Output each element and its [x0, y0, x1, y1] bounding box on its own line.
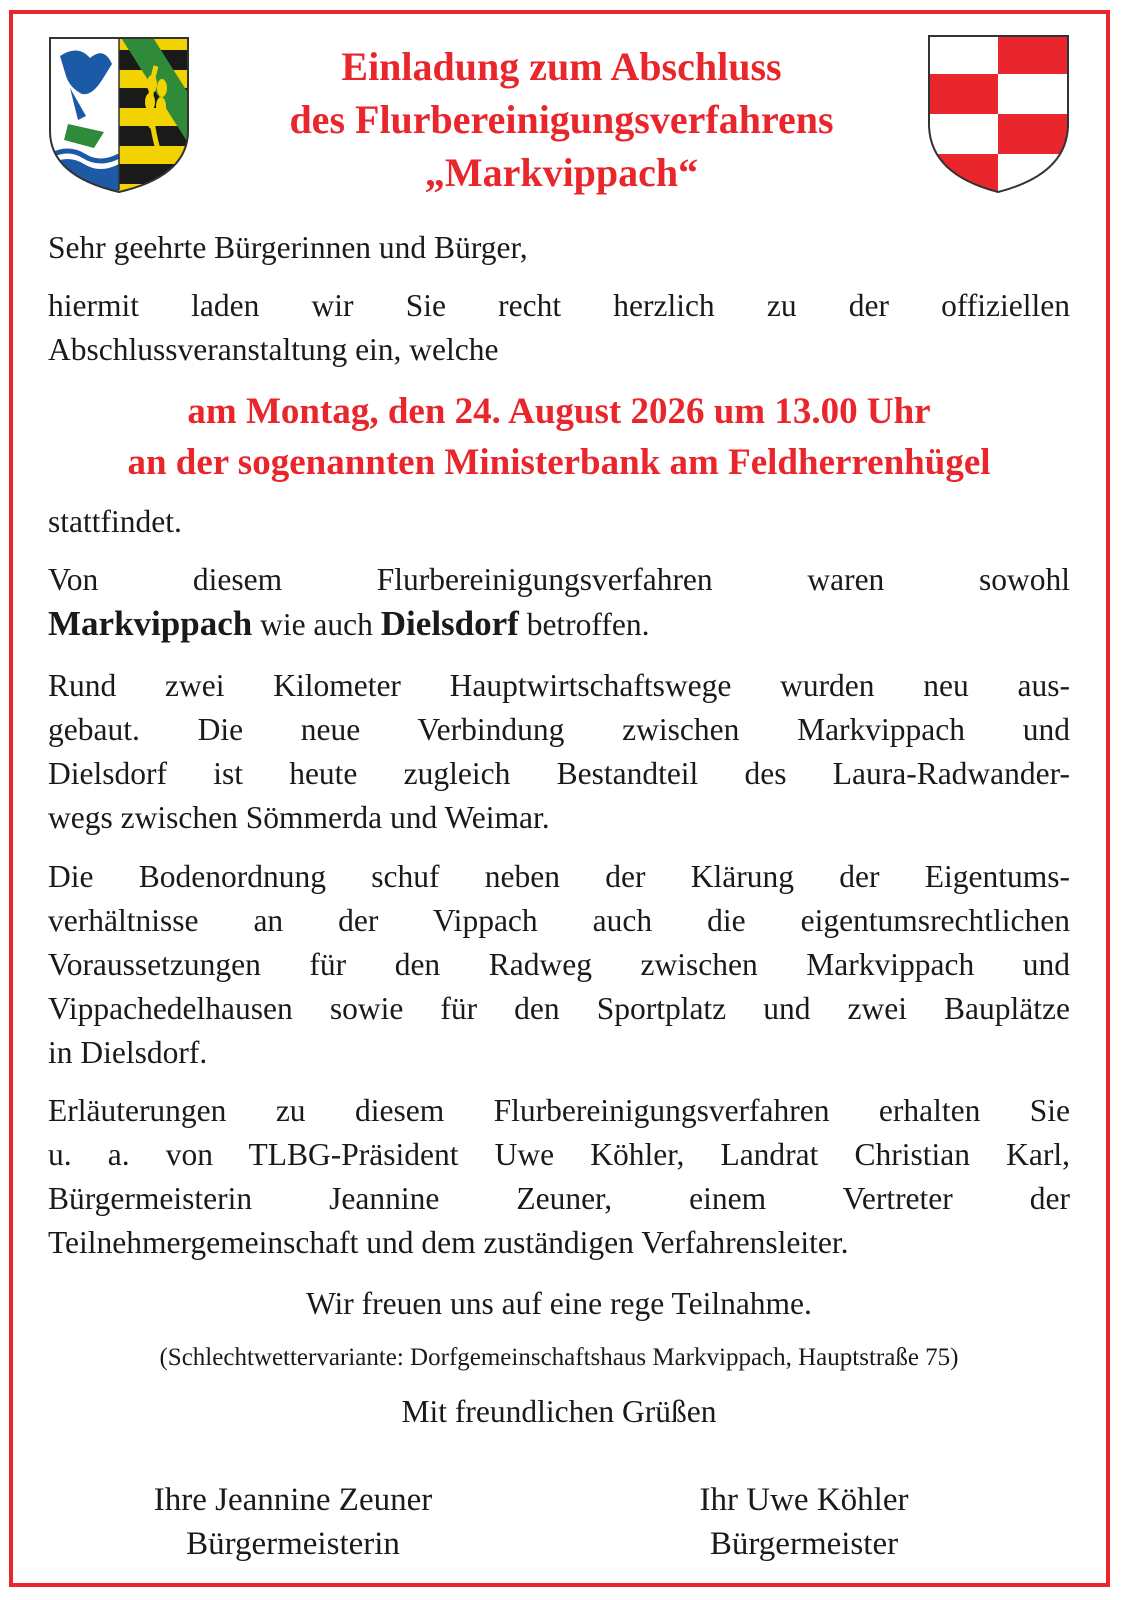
affected-end: betroffen. [518, 607, 650, 642]
soil-line-1: Die Bodenordnung schuf neben der Klärung der Eigentums- [48, 859, 1070, 894]
roads-line-3: Dielsdorf ist heute zugleich Bestandteil des Laura-Radwander- [48, 756, 1070, 791]
affected-mid: wie auch [252, 607, 381, 642]
signature-left-role: Bürgermeisterin [186, 1526, 400, 1562]
roads-paragraph [48, 664, 1070, 840]
speakers-line-3: Bürgermeisterin Jeannine Zeuner, einem Vertreter der [48, 1181, 1070, 1216]
signature-right-role: Bürgermeister [709, 1526, 899, 1562]
soil-line-4: Vippachedelhausen sowie für den Sportplatz und zwei Bauplätze [48, 991, 1070, 1026]
regards-line: Mit freundlichen Grüßen [401, 1394, 717, 1429]
event-details [48, 386, 1070, 488]
speakers-line-4: Teilnehmergemeinschaft und dem zuständigen Verfahrensleiter. [48, 1225, 849, 1260]
speakers-paragraph [48, 1089, 1070, 1265]
coat-of-arms-left-icon [48, 36, 190, 194]
stattfindet-text: stattfindet. [48, 504, 182, 539]
title-line-2: des Flurbereinigungsverfahrens [289, 97, 834, 142]
intro-paragraph [48, 284, 1070, 372]
greeting: Sehr geehrte Bürgerinnen und Bürger, [48, 230, 528, 265]
signature-right [604, 1478, 1004, 1566]
event-location: an der sogenannten Ministerbank am Feldherrenhügel [127, 442, 991, 483]
roads-line-1: Rund zwei Kilometer Hauptwirtschaftswege wurden neu aus- [48, 668, 1070, 703]
title-line-1: Einladung zum Abschluss [341, 44, 782, 89]
soil-line-2: verhältnisse an der Vippach auch die eigentumsrechtlichen [48, 903, 1070, 938]
intro-line-2: Abschlussveranstaltung ein, welche [48, 332, 499, 367]
weather-note: (Schlechtwettervariante: Dorfgemeinschaftshaus Markvippach, Hauptstraße 75) [159, 1344, 959, 1371]
affected-paragraph [48, 558, 1070, 647]
roads-line-2: gebaut. Die neue Verbindung zwischen Markvippach und [48, 712, 1070, 747]
event-date: am Montag, den 24. August 2026 um 13.00 Uhr [187, 391, 931, 432]
place-markvippach: Markvippach [48, 604, 253, 643]
speakers-line-2: u. a. von TLBG-Präsident Uwe Köhler, Landrat Christian Karl, [48, 1137, 1070, 1172]
soil-paragraph [48, 855, 1070, 1075]
affected-line-2 [48, 602, 1070, 647]
title-line-3: „Markvippach“ [424, 150, 699, 195]
coat-of-arms-right-icon [927, 34, 1070, 194]
place-dielsdorf: Dielsdorf [380, 604, 519, 643]
invitation-title [200, 40, 923, 199]
signature-left [93, 1478, 493, 1566]
soil-line-3: Voraussetzungen für den Radweg zwischen Markvippach und [48, 947, 1070, 982]
soil-line-5: in Dielsdorf. [48, 1035, 208, 1070]
signature-right-name: Ihr Uwe Köhler [699, 1482, 909, 1518]
closing-line: Wir freuen uns auf eine rege Teilnahme. [306, 1286, 812, 1321]
signature-left-name: Ihre Jeannine Zeuner [153, 1482, 433, 1518]
affected-line-1: Von diesem Flurbereinigungsverfahren waren sowohl [48, 562, 1070, 597]
intro-line-1: hiermit laden wir Sie recht herzlich zu der offiziellen [48, 288, 1070, 323]
speakers-line-1: Erläuterungen zu diesem Flurbereinigungsverfahren erhalten Sie [48, 1093, 1070, 1128]
roads-line-4: wegs zwischen Sömmerda und Weimar. [48, 800, 550, 835]
